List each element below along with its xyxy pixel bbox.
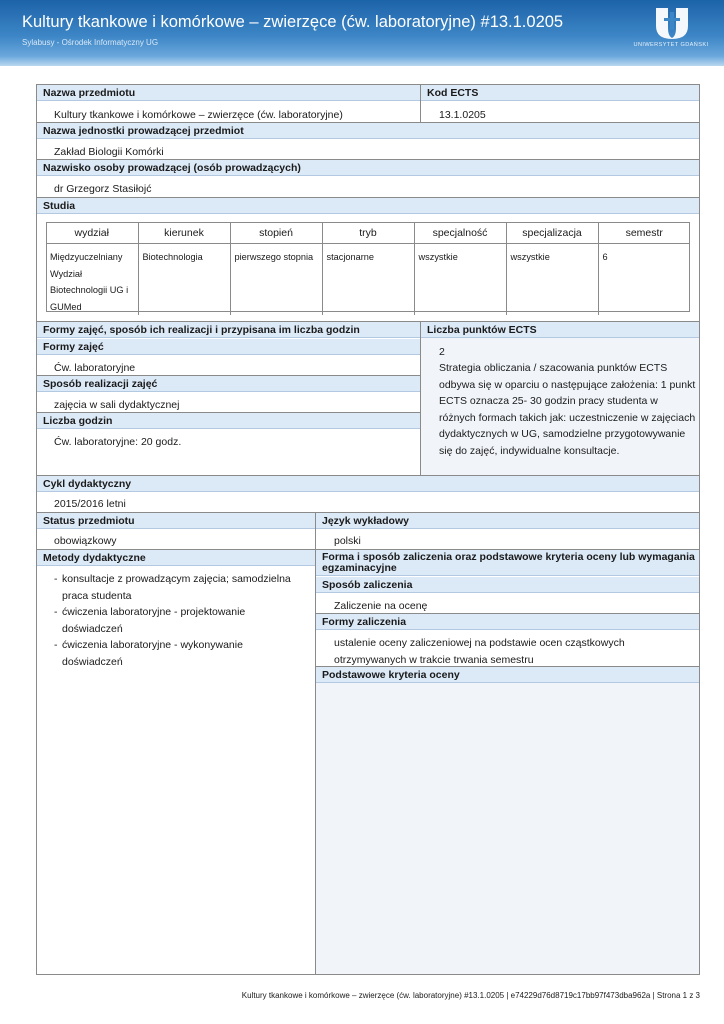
- teacher-value: dr Grzegorz Stasiłojć: [54, 183, 152, 195]
- page-subtitle: Sylabusy - Ośrodek Informatyczny UG: [22, 38, 159, 47]
- hours-label: Liczba godzin: [37, 413, 420, 429]
- page-header: [0, 0, 724, 66]
- list-item: - ćwiczenia laboratoryjne - projektowanie doświadczeń: [54, 606, 246, 635]
- page-title: Kultury tkankowe i komórkowe – zwierzęce (ćw. laboratoryjne) #13.1.0205: [22, 13, 564, 31]
- studia-col-specjalizacja: specjalizacja: [506, 222, 598, 244]
- assessment-forms-label: Formy zaliczenia: [316, 614, 699, 630]
- course-name-label: Nazwa przedmiotu: [37, 85, 420, 101]
- university-logo-icon: [652, 6, 692, 40]
- forms-label: Formy zajęć: [37, 339, 420, 355]
- method-label: Sposób realizacji zajęć: [37, 376, 420, 392]
- studia-cell-tryb: stacjonarne: [322, 244, 414, 316]
- assessment-way-value: Zaliczenie na ocenę: [334, 600, 428, 612]
- studia-cell-semestr: 6: [598, 244, 690, 316]
- language-label: Język wykładowy: [316, 513, 699, 529]
- assessment-way-label: Sposób zaliczenia: [316, 577, 699, 593]
- studia-table: [46, 222, 690, 315]
- methods-list: [54, 571, 306, 671]
- hours-value: Ćw. laboratoryjne: 20 godz.: [54, 436, 182, 448]
- studia-label: Studia: [37, 198, 699, 214]
- ects-description: Strategia obliczania / szacowania punktów ECTS odbywa się w oparciu o następujące założenia: 1 punkt ECTS oznacza 25- 30 godzin pracy studenta w różnych formach takich jak: uczestniczenie w zajęciach dydaktycznych w UG, samodzielne przygotowywanie się do zajęć, indywidualne konsultacje.: [439, 362, 696, 457]
- forms-section-label: Formy zajęć, sposób ich realizacji i przypisana im liczba godzin: [37, 322, 420, 338]
- cycle-value: 2015/2016 letni: [54, 498, 126, 510]
- assessment-forms-value: ustalenie oceny zaliczeniowej na podstawie ocen cząstkowych otrzymywanych w trakcie trwania semestru: [334, 637, 625, 666]
- list-item: - ćwiczenia laboratoryjne - wykonywanie doświadczeń: [54, 639, 243, 668]
- unit-value: Zakład Biologii Komórki: [54, 146, 164, 158]
- studia-col-kierunek: kierunek: [138, 222, 230, 244]
- studia-cell-stopien: pierwszego stopnia: [230, 244, 322, 316]
- ects-code: 13.1.0205: [439, 109, 486, 121]
- table-row: [46, 244, 690, 316]
- studia-col-specjalnosc: specjalność: [414, 222, 506, 244]
- method-value: zajęcia w sali dydaktycznej: [54, 399, 180, 411]
- studia-cell-specjalnosc: wszystkie: [414, 244, 506, 316]
- studia-cell-wydzial: Międzyuczelniany Wydział Biotechnologii UG i GUMed: [50, 252, 129, 312]
- ects-points: 2: [439, 346, 445, 358]
- unit-label: Nazwa jednostki prowadzącej przedmiot: [37, 123, 699, 139]
- language-value: polski: [334, 535, 361, 547]
- studia-cell-kierunek: Biotechnologia: [138, 244, 230, 316]
- university-logo-text: UNIWERSYTET GDAŃSKI: [633, 42, 709, 48]
- methods-label: Metody dydaktyczne: [37, 550, 315, 566]
- ects-points-label: Liczba punktów ECTS: [421, 322, 699, 338]
- studia-col-semestr: semestr: [598, 222, 690, 244]
- studia-col-wydzial: wydział: [46, 222, 138, 244]
- studia-col-stopien: stopień: [230, 222, 322, 244]
- status-value: obowiązkowy: [54, 535, 117, 547]
- studia-cell-specjalizacja: wszystkie: [506, 244, 598, 316]
- ects-code-label: Kod ECTS: [421, 85, 699, 101]
- teacher-label: Nazwisko osoby prowadzącej (osób prowadzących): [37, 160, 699, 176]
- criteria-panel: [316, 667, 699, 974]
- assessment-label: Forma i sposób zaliczenia oraz podstawowe kryteria oceny lub wymagania egzaminacyjne: [316, 550, 699, 576]
- cycle-label: Cykl dydaktyczny: [37, 476, 699, 492]
- forms-value: Ćw. laboratoryjne: [54, 362, 136, 374]
- course-name: Kultury tkankowe i komórkowe – zwierzęce (ćw. laboratoryjne): [54, 109, 343, 121]
- criteria-label: Podstawowe kryteria oceny: [316, 667, 699, 683]
- status-label: Status przedmiotu: [37, 513, 315, 529]
- page-footer: Kultury tkankowe i komórkowe – zwierzęce (ćw. laboratoryjne) #13.1.0205 | e74229d76d8719c17bb97f473dba962a | Strona 1 z 3: [241, 991, 700, 1000]
- list-item: - konsultacje z prowadzącym zajęcia; samodzielna praca studenta: [54, 573, 291, 602]
- studia-col-tryb: tryb: [322, 222, 414, 244]
